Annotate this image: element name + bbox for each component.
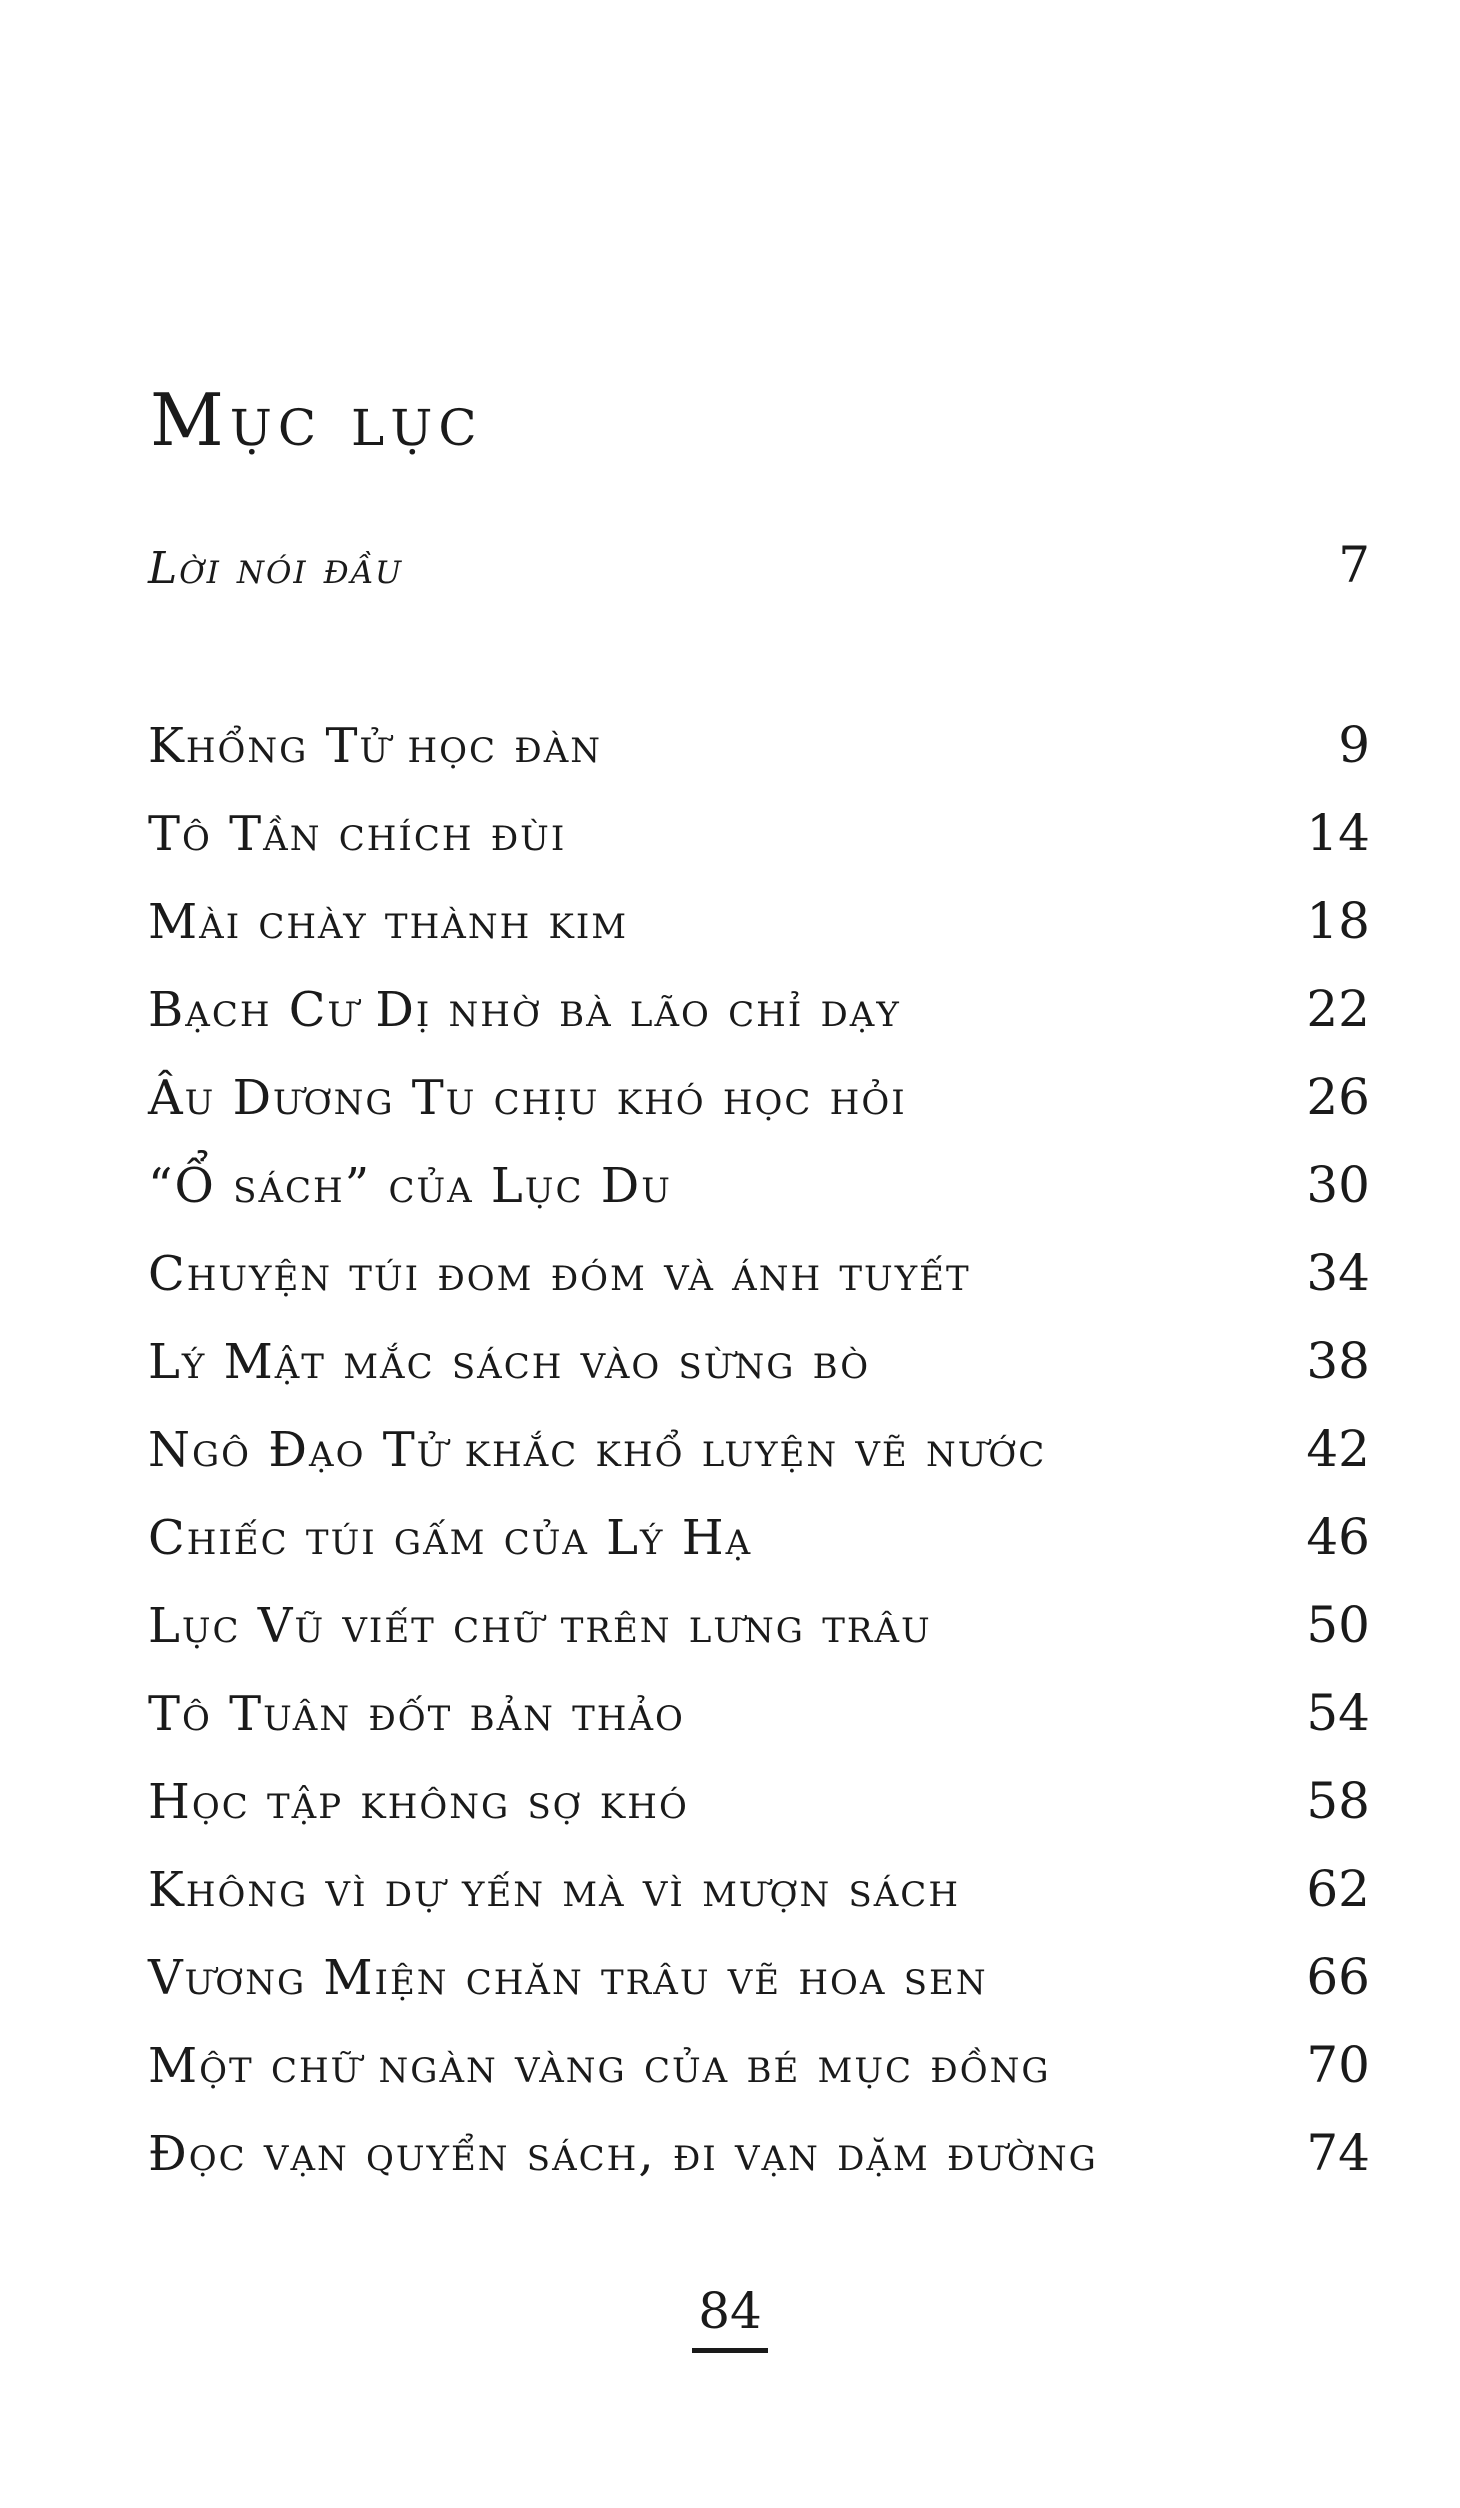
toc-entry-page: 34 (1306, 1244, 1370, 1302)
toc-entry-title: Tô Tần chích đùi (148, 806, 567, 862)
toc-entry (148, 1756, 1370, 1836)
toc-entry-title: Ngô Đạo Tử khắc khổ luyện vẽ nước (148, 1422, 1047, 1478)
toc-entry-title: Không vì dự yến mà vì mượn sách (148, 1862, 960, 1918)
toc-entry (148, 788, 1370, 868)
toc-entry-page: 18 (1306, 892, 1370, 950)
toc-entry-page: 46 (1306, 1508, 1370, 1566)
toc-entry-page: 70 (1306, 2036, 1370, 2094)
toc-entry-title: Khổng Tử học đàn (148, 718, 603, 774)
toc-entry-page: 62 (1306, 1860, 1370, 1918)
toc-entry-title: Đọc vạn quyển sách, đi vạn dặm đường (148, 2126, 1098, 2182)
toc-entry-title: Lục Vũ viết chữ trên lưng trâu (148, 1598, 932, 1654)
toc-entry-page: 30 (1306, 1156, 1370, 1214)
page-number-footer (0, 2282, 1460, 2353)
toc-entry-title: Âu Dương Tu chịu khó học hỏi (148, 1070, 907, 1126)
toc-entry (148, 1492, 1370, 1572)
toc-entry (148, 876, 1370, 956)
toc-entry-page: 7 (1338, 536, 1370, 594)
toc-entry (148, 1404, 1370, 1484)
toc-entry-title: Lời nói đầu (148, 543, 404, 594)
toc-entry-page: 14 (1306, 804, 1370, 862)
toc-entry (148, 1580, 1370, 1660)
toc-entry-page: 66 (1306, 1948, 1370, 2006)
toc-entry-title: Bạch Cư Dị nhờ bà lão chỉ dạy (148, 982, 901, 1038)
toc-entry (148, 2108, 1370, 2188)
toc-entry-title: “Ổ sách” của Lục Du (148, 1158, 672, 1214)
toc-entry-page: 54 (1306, 1684, 1370, 1742)
toc-foreword (148, 520, 1370, 600)
toc-entry-title: Vương Miện chăn trâu vẽ hoa sen (148, 1950, 988, 2006)
toc-entry-title: Tô Tuân đốt bản thảo (148, 1686, 685, 1742)
page-title: Mục lục (150, 378, 483, 463)
page-number: 84 (692, 2282, 768, 2353)
toc-entry-title: Chiếc túi gấm của Lý Hạ (148, 1510, 753, 1566)
toc-entry-title: Lý Mật mắc sách vào sừng bò (148, 1334, 871, 1390)
toc-entry-page: 38 (1306, 1332, 1370, 1390)
toc-entry-title: Mài chày thành kim (148, 894, 629, 950)
toc-entry (148, 700, 1370, 780)
toc-entry (148, 1932, 1370, 2012)
toc-entry (148, 1668, 1370, 1748)
toc-entry-page: 22 (1306, 980, 1370, 1038)
toc-entry (148, 1140, 1370, 1220)
toc-entry-page: 26 (1306, 1068, 1370, 1126)
toc-entry-page: 9 (1338, 716, 1370, 774)
toc-entry (148, 2020, 1370, 2100)
toc-entry (148, 1052, 1370, 1132)
toc-entry (148, 1844, 1370, 1924)
toc-entry (148, 1228, 1370, 1308)
toc-entry-title: Một chữ ngàn vàng của bé mục đồng (148, 2038, 1051, 2094)
toc-entry-page: 42 (1306, 1420, 1370, 1478)
toc-entry-page: 50 (1306, 1596, 1370, 1654)
toc-entry (148, 1316, 1370, 1396)
toc-entry-page: 58 (1306, 1772, 1370, 1830)
toc-entry-page: 74 (1306, 2124, 1370, 2182)
toc-entry (148, 964, 1370, 1044)
toc-entry-title: Học tập không sợ khó (148, 1774, 689, 1830)
toc-entry-title: Chuyện túi đom đóm và ánh tuyết (148, 1246, 971, 1302)
